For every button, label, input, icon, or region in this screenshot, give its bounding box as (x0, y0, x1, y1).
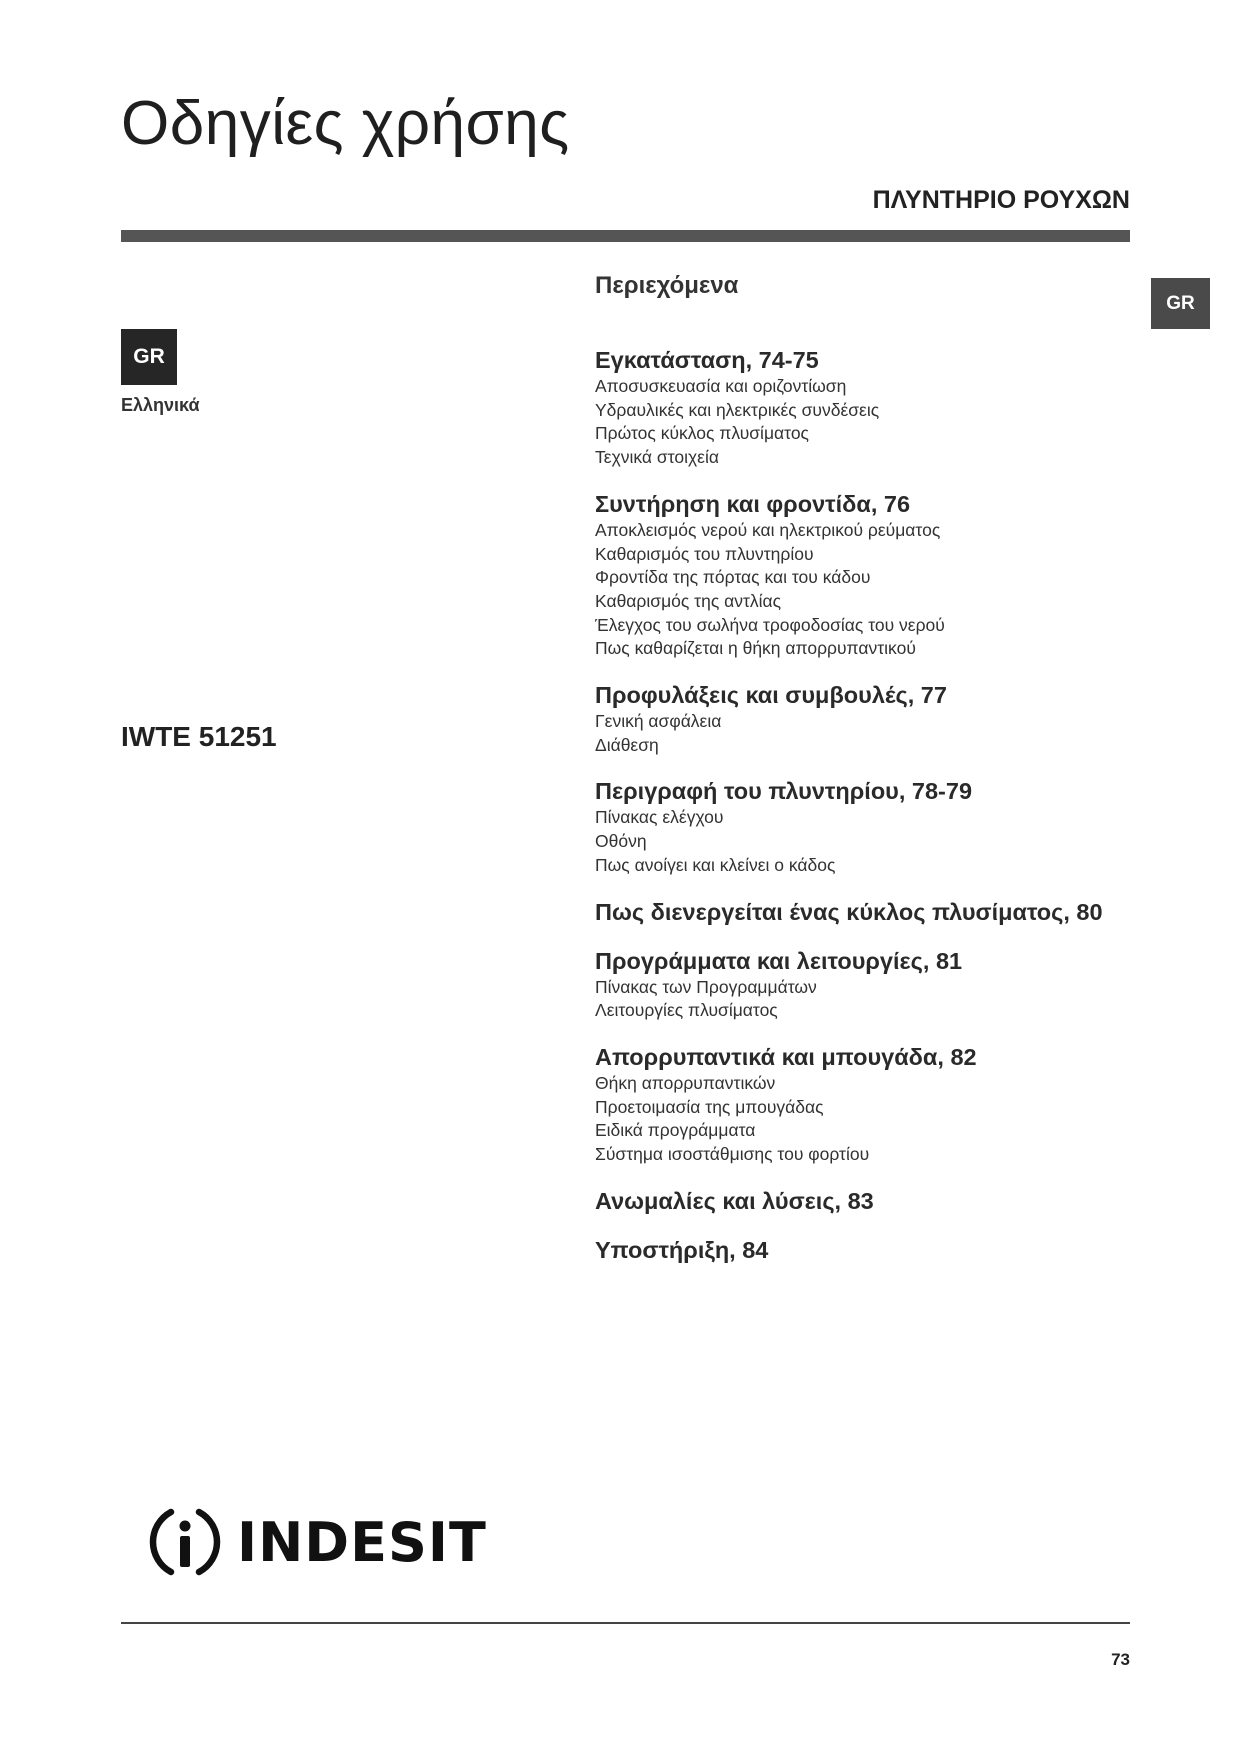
toc-item: Λειτουργίες πλυσίματος (595, 1000, 778, 1021)
toc-item: Πίνακας των Προγραμμάτων (595, 976, 817, 997)
toc-item: Πίνακας ελέγχου (595, 807, 724, 828)
toc-section (595, 946, 1155, 1023)
toc-item-list (595, 1072, 1155, 1167)
toc-section-title: Περιγραφή του πλυντηρίου, 78-79 (595, 778, 973, 805)
language-label: Ελληνικά (121, 395, 200, 415)
toc-item: Γενική ασφάλεια (595, 711, 722, 732)
toc-item: Τεχνικά στοιχεία (595, 447, 719, 468)
page-number: 73 (1111, 1650, 1130, 1669)
toc-item: Καθαρισμός της αντλίας (595, 590, 782, 611)
toc-item: Πως καθαρίζεται η θήκη απορρυπαντικού (595, 638, 916, 659)
toc-item: Διάθεση (595, 734, 659, 755)
toc-section (595, 680, 1155, 757)
toc-section-title: Προφυλάξεις και συμβουλές, 77 (595, 682, 947, 709)
toc-item-list (595, 375, 1155, 470)
toc-item: Ειδικά προγράμματα (595, 1120, 756, 1141)
model-number: IWTE 51251 (121, 721, 277, 752)
language-side-tab: GR (1151, 278, 1210, 329)
product-category: ΠΛΥΝΤΗΡΙΟ ΡΟΥΧΩΝ (872, 186, 1130, 214)
toc-item: Σύστημα ισοστάθμισης του φορτίου (595, 1144, 870, 1165)
toc-section-title: Υποστήριξη, 84 (595, 1236, 769, 1263)
table-of-contents (595, 272, 1155, 1284)
toc-item: Υδραυλικές και ηλεκτρικές συνδέσεις (595, 399, 880, 420)
toc-item: Οθόνη (595, 831, 647, 852)
brand-logo (145, 1502, 487, 1582)
toc-section-title: Απορρυπαντικά και μπουγάδα, 82 (595, 1043, 977, 1070)
brand-name: INDESIT (237, 1510, 487, 1574)
header-divider (121, 230, 1130, 242)
toc-section (595, 897, 1155, 927)
toc-item: Αποσυσκευασία και οριζοντίωση (595, 376, 847, 396)
toc-item: Φροντίδα της πόρτας και του κάδου (595, 567, 871, 588)
toc-section (595, 776, 1155, 877)
toc-item: Αποκλεισμός νερού και ηλεκτρικού ρεύματος (595, 519, 941, 540)
toc-section-title: Πως διενεργείται ένας κύκλος πλυσίματος, 80 (595, 898, 1103, 925)
toc-section-title: Προγράμματα και λειτουργίες, 81 (595, 947, 963, 974)
toc-item: Καθαρισμός του πλυντηρίου (595, 543, 814, 564)
toc-item: Έλεγχος του σωλήνα τροφοδοσίας του νερού (595, 614, 945, 635)
toc-item: Προετοιμασία της μπουγάδας (595, 1096, 824, 1117)
toc-section (595, 1042, 1155, 1167)
toc-item: Θήκη απορρυπαντικών (595, 1072, 776, 1093)
toc-item: Πως ανοίγει και κλείνει ο κάδος (595, 854, 836, 875)
page-title: Οδηγίες χρήσης (121, 89, 570, 158)
toc-section-title: Εγκατάσταση, 74-75 (595, 347, 819, 373)
toc-section-title: Ανωμαλίες και λύσεις, 83 (595, 1187, 874, 1214)
toc-item-list (595, 806, 1155, 877)
toc-sections (595, 345, 1155, 1265)
toc-item-list (595, 976, 1155, 1023)
footer-divider (121, 1622, 1130, 1624)
toc-section (595, 345, 1155, 470)
language-badge: GR (121, 329, 177, 385)
toc-item: Πρώτος κύκλος πλυσίματος (595, 423, 809, 444)
toc-heading: Περιεχόμενα (595, 272, 739, 299)
toc-item-list (595, 519, 1155, 661)
indesit-logo-icon (145, 1502, 225, 1582)
toc-section (595, 489, 1155, 661)
toc-item-list (595, 710, 1155, 757)
toc-section (595, 1235, 1155, 1265)
toc-section (595, 1186, 1155, 1216)
toc-section-title: Συντήρηση και φροντίδα, 76 (595, 490, 911, 517)
